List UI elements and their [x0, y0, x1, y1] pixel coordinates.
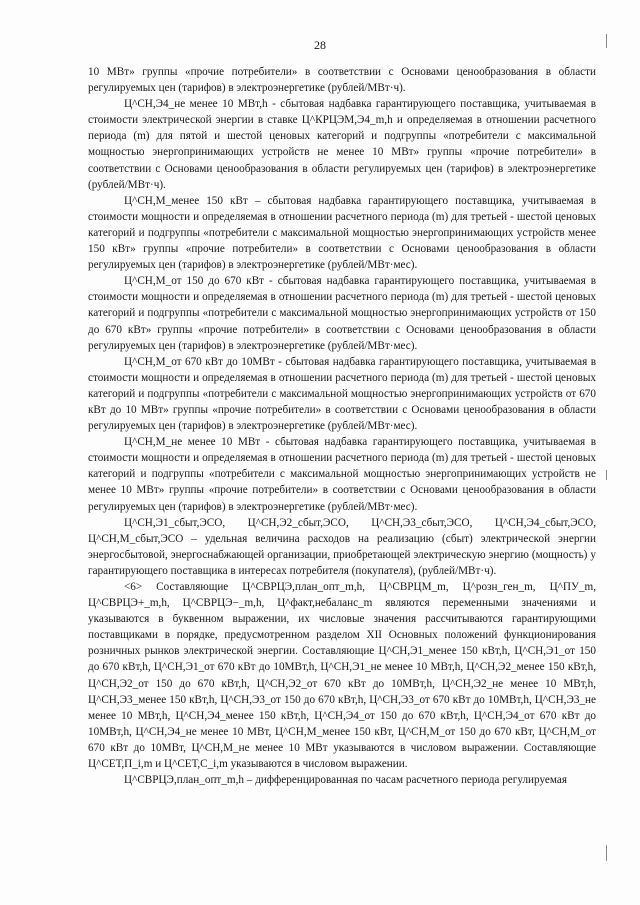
paragraph: Ц^СН,М_от 670 кВт до 10МВт - сбытовая надбавка гарантирующего поставщика, учитываемая в стоимости мощности и определяемая в отношении расчетного периода (m) для третьей - шестой ценовых категорий и подгруппы «потребители с максимальной мощностью энергопринимающих устройств от 670 кВт до 10 МВт» группы «прочие потребители» в соответствии с Основами ценообразования в области регулируемых цен (тарифов) в электроэнергетике (рублей/МВт·мес).	[88, 355, 596, 433]
paragraph: Ц^СН,Э1_сбыт,ЭСО, Ц^СН,Э2_сбыт,ЭСО, Ц^СН,Э3_сбыт,ЭСО, Ц^СН,Э4_сбыт,ЭСО, Ц^СН,М_сбыт,ЭСО – удельная величина расходов на реализацию (сбыт) электрической энергии энергосбытовой, энергоснабжающей организации, приобретающей электрическую энергию (мощность) у гарантирующего поставщика в интересах потребителя (покупателя), (рублей/МВт·ч).	[88, 516, 596, 577]
page-number: 28	[314, 38, 326, 52]
scan-mark	[606, 470, 607, 480]
paragraph: Ц^СН,Э4_не менее 10 МВт,h - сбытовая надбавка гарантирующего поставщика, учитываемая в стоимости электрической энергии в ставке Ц^КРЦЭМ,Э4_m,h и определяемая в отношении расчетного периода (m) для пятой и шестой ценовых категорий и подгруппы «потребители с максимальной мощностью энергопринимающих устройств не менее 10 МВт» группы «прочие потребители» в соответствии с Основами ценообразования в области регулируемых цен (тарифов) в электроэнергетике (рублей/МВт·ч).	[88, 98, 596, 191]
scan-mark	[606, 34, 607, 48]
paragraph: 10 МВт» группы «прочие потребители» в соответствии с Основами ценообразования в области регулируемых цен (тарифов) в электроэнергетике (рублей/МВт·ч).	[88, 66, 596, 95]
paragraph: Ц^СН,М_от 150 до 670 кВт - сбытовая надбавка гарантирующего поставщика, учитываемая в стоимости мощности и определяемая в отношении расчетного периода (m) для третьей - шестой ценовых категорий и подгруппы «потребители с максимальной мощностью энергопринимающих устройств от 150 до 670 кВт» группы «прочие потребители» в соответствии с Основами ценообразования в области регулируемых цен (тарифов) в электроэнергетике (рублей/МВт·мес).	[88, 275, 596, 352]
paragraph: Ц^СН,М_менее 150 кВт – сбытовая надбавка гарантирующего поставщика, учитываемая в стоимости мощности и определяемая в отношении расчетного периода (m) для третьей - шестой ценовых категорий и подгруппы «потребители с максимальной мощностью энергопринимающих устройств менее 150 кВт» группы «прочие потребители» в соответствии с Основами ценообразования в области регулируемых цен (тарифов) в электроэнергетике (рублей/МВт·мес).	[88, 194, 596, 272]
document-body	[88, 64, 596, 788]
paragraph: Ц^СВРЦЭ,план_опт_m,h – дифференцированная по часам расчетного периода регулируемая	[124, 774, 567, 787]
paragraph: <6> Составляющие Ц^СВРЦЭ,план_опт_m,h, Ц^СВРЦМ_m, Ц^розн_ген_m, Ц^ПУ_m, Ц^СВРЦЭ+_m,h, Ц^СВРЦЭ−_m,h, Ц^факт,небаланс_m являются переменными значениями и указываются в буквенном выражении, их числовые значения рассчитываются гарантирующими поставщиками в порядке, предусмотренном разделом XII Основных положений функционирования розничных рынков электрической энергии. Составляющие Ц^СН,Э1_менее 150 кВт,h, Ц^СН,Э1_от 150 до 670 кВт,h, Ц^СН,Э1_от 670 кВт до 10МВт,h, Ц^СН,Э1_не менее 10 МВт,h, Ц^СН,Э2_менее 150 кВт,h, Ц^СН,Э2_от 150 до 670 кВт,h, Ц^СН,Э2_от 670 кВт до 10МВт,h, Ц^СН,Э2_не менее 10 МВт,h, Ц^СН,Э3_менее 150 кВт,h, Ц^СН,Э3_от 150 до 670 кВт,h, Ц^СН,Э3_от 670 кВт до 10МВт,h, Ц^СН,Э3_не менее 10 МВт,h, Ц^СН,Э4_менее 150 кВт,h, Ц^СН,Э4_от 150 до 670 кВт,h, Ц^СН,Э4_от 670 кВт до 10МВт,h, Ц^СН,Э4_не менее 10 МВт, Ц^СН,М_менее 150 кВт, Ц^СН,М_от 150 до 670 кВт, Ц^СН,М_от 670 кВт до 10МВт, Ц^СН,М_не менее 10 МВт указываются в числовом выражении. Составляющие Ц^СЕТ,П_i,m и Ц^СЕТ,С_i,m указываются в числовом выражении.	[88, 581, 596, 771]
scan-mark	[606, 845, 607, 861]
paragraph: Ц^СН,М_не менее 10 МВт - сбытовая надбавка гарантирующего поставщика, учитываемая в стоимости мощности и определяемая в отношении расчетного периода (m) для третьей - шестой ценовых категорий и подгруппы «потребители с максимальной мощностью энергопринимающих устройств не менее 10 МВт» группы «прочие потребители» в соответствии с Основами ценообразования в области регулируемых цен (тарифов) в электроэнергетике (рублей/МВт·мес).	[88, 436, 596, 513]
